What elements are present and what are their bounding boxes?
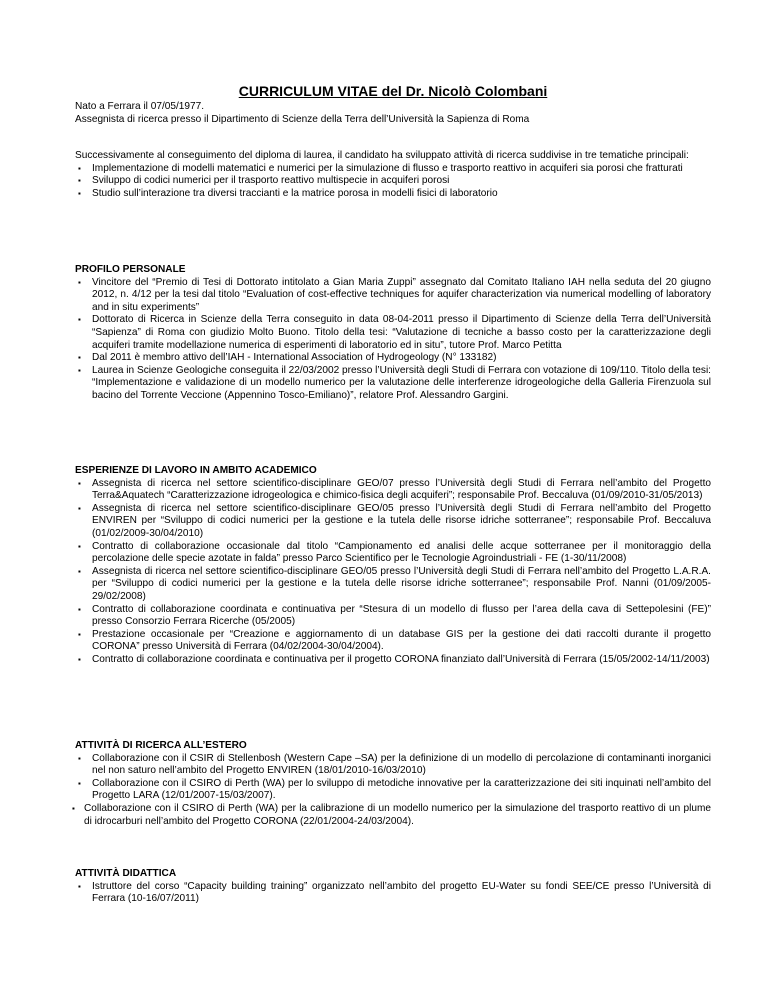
square-bullet-icon: ▪ [72,803,75,813]
square-bullet-icon: ▪ [78,881,81,891]
section-ricerca-estero [72,740,711,828]
list-item: ▪ Sviluppo di codici numerici per il trasporto reattivo multispecie in acquiferi porosi [78,175,450,187]
list-item: ▪ Istruttore del corso “Capacity building training” organizzato nell’ambito del progetto EU-Water su fondi SEE/CE presso l’Università di Ferrara (10-16/07/2011) [78,880,711,905]
square-bullet-icon: ▪ [78,753,81,763]
didattica-list [75,881,711,906]
square-bullet-icon: ▪ [78,604,81,614]
square-bullet-icon: ▪ [78,478,81,488]
square-bullet-icon: ▪ [78,629,81,639]
list-item: ▪ Studio sull’interazione tra diversi traccianti e la matrice porosa in modelli fisici di laboratorio [78,187,498,199]
list-item: ▪ Assegnista di ricerca nel settore scientifico-disciplinare GEO/07 presso l’Università degli Studi di Ferrara nell’ambito del Progetto Terra&Aquatech “Caratterizzazione idrogeologica e chimico-fisica degli acquiferi”; responsabile Prof. Beccaluva (01/09/2010-31/05/2013) [78,477,711,502]
list-item: ▪ Contratto di collaborazione coordinata e continuativa per “Stesura di un modello di flusso per l’area della cava di Settepolesini (FE)” presso Consorzio Ferrara Ricerche (05/2005) [78,603,711,628]
intro-block [75,101,711,126]
square-bullet-icon: ▪ [78,365,81,375]
list-item: ▪ Prestazione occasionale per “Creazione e aggiornamento di un database GIS per la gestione dei dati raccolti durante il progetto CORONA” presso Università di Ferrara (04/02/2004-30/04/2004). [78,628,711,653]
list-item: ▪ Assegnista di ricerca nel settore scientifico-disciplinare GEO/05 presso l’Università degli Studi di Ferrara nell’ambito del Progetto ENVIREN per “Sviluppo di codici numerici per la gestione e la tutela delle risorse idriche sotterranee”; responsabile Prof. Beccaluva (01/02/2009-30/04/2010) [78,502,711,539]
current-position: Assegnista di ricerca presso il Dipartimento di Scienze della Terra dell’Università la Sapienza di Roma [75,113,530,125]
research-topics-list [75,163,711,201]
square-bullet-icon: ▪ [78,566,81,576]
square-bullet-icon: ▪ [78,654,81,664]
list-item: ▪ Contratto di collaborazione occasionale dal titolo “Campionamento ed analisi delle acque sotterranee per il monitoraggio della percolazione delle specie azotate in falda” presso Parco Scientifico per le Tecnologie Agroindustriali - FE (1-30/11/2008) [78,540,711,565]
square-bullet-icon: ▪ [78,353,81,363]
research-summary [75,150,711,200]
list-item: ▪ Collaborazione con il CSIRO di Perth (WA) per la calibrazione di un modello numerico per la simulazione del trasporto reattivo di un plume di idrocarburi nell’ambito del Progetto CORONA (22/01/2004-24/03/2004). [72,802,711,827]
square-bullet-icon: ▪ [78,277,81,287]
list-item: ▪ Contratto di collaborazione coordinata e continuativa per il progetto CORONA finanziato dall’Università di Ferrara (15/05/2002-14/11/2003) [78,653,710,665]
list-item: ▪ Dal 2011 è membro attivo dell’IAH - International Association of Hydrogeology (N° 133182) [78,352,497,364]
square-bullet-icon: ▪ [78,176,81,186]
document-title: CURRICULUM VITAE del Dr. Nicolò Colombani [238,83,548,99]
section-profilo-personale [75,264,711,403]
square-bullet-icon: ▪ [78,163,81,173]
section-heading: ATTIVITÀ DI RICERCA ALL’ESTERO [75,740,247,751]
list-item: ▪ Laurea in Scienze Geologiche conseguita il 22/03/2002 presso l’Università degli Studi di Ferrara con votazione di 109/110. Titolo della tesi: “Implementazione e validazione di un modello numerico per la valutazione delle interferenze idrogeologiche della Galleria Firenzuola sul bacino del Torrente Veccione (Appennino Tosco-Emiliano)”, relatore Prof. Alessandro Gargini. [78,364,711,401]
square-bullet-icon: ▪ [78,503,81,513]
square-bullet-icon: ▪ [78,778,81,788]
birth-info: Nato a Ferrara il 07/05/1977. [75,101,205,112]
list-item: ▪ Vincitore del “Premio di Tesi di Dottorato intitolato a Gian Maria Zuppi” assegnato dal Comitato Italiano IAH nella seduta del 20 giugno 2012, n. 4/12 per la tesi dal titolo “Evaluation of cost-effective techniques for aquifer characterization via numerical modelling of laboratory and in situ experiments” [78,276,711,313]
section-attivita-didattica [75,868,711,906]
square-bullet-icon: ▪ [78,188,81,198]
section-esperienze-lavoro [75,465,711,667]
square-bullet-icon: ▪ [78,315,81,325]
section-heading: ATTIVITÀ DIDATTICA [75,868,177,879]
summary-text: Successivamente al conseguimento del diploma di laurea, il candidato ha sviluppato attività di ricerca suddivise in tre tematiche principali: [75,150,689,161]
profilo-list [75,277,711,403]
lavoro-list [75,478,711,667]
list-item: ▪ Dottorato di Ricerca in Scienze della Terra conseguito in data 08-04-2011 presso il Dipartimento di Scienze della Terra dell’Università “Sapienza” di Roma con giudizio Molto Buono. Titolo della tesi: “Valutazione di tecniche a basso costo per la caratterizzazione degli acquiferi tramite modellazione numerica di esperimenti di laboratorio ed in situ”, tutore Prof. Marco Petitta [78,314,711,351]
list-item: ▪ Assegnista di ricerca nel settore scientifico-disciplinare GEO/05 presso l’Università degli Studi di Ferrara nell’ambito del Progetto L.A.R.A. per “Sviluppo di codici numerici per la gestione e la tutela delle risorse idriche sotterranee”; responsabile Prof. Nanni (01/09/2005-29/02/2008) [78,565,711,602]
section-heading: ESPERIENZE DI LAVORO IN AMBITO ACADEMICO [75,465,317,476]
square-bullet-icon: ▪ [78,541,81,551]
estero-list [72,752,711,829]
list-item: ▪ Collaborazione con il CSIR di Stellenbosh (Western Cape –SA) per la definizione di un modello di percolazione di contaminanti inorganici nel non saturo nell’ambito del Progetto ENVIREN (18/01/2010-16/03/2010) [78,752,711,777]
list-item: ▪ Collaborazione con il CSIRO di Perth (WA) per lo sviluppo di metodiche innovative per la caratterizzazione dei siti inquinati nell’ambito del Progetto LARA (12/01/2007-15/03/2007). [78,777,711,802]
list-item: ▪ Implementazione di modelli matematici e numerici per la simulazione di flusso e trasporto reattivo in acquiferi sia porosi che fratturati [78,162,683,174]
section-heading: PROFILO PERSONALE [75,264,186,275]
